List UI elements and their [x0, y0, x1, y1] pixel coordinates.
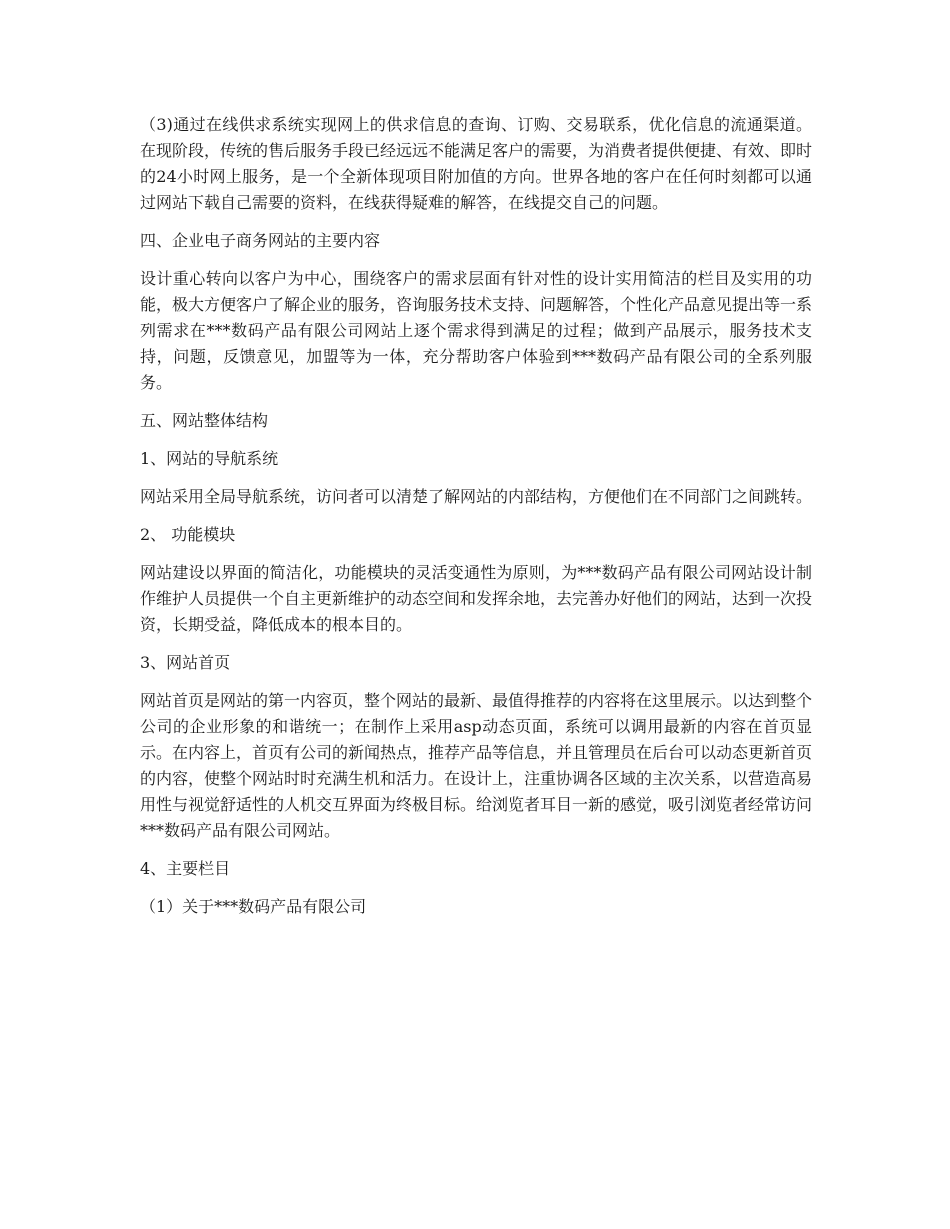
paragraph-homepage: 网站首页是网站的第一内容页，整个网站的最新、最值得推荐的内容将在这里展示。以达到整个公司的企业形象的和谐统一；在制作上采用asp动态页面，系统可以调用最新的内容在首页显示。在内容上，首页有公司的新闻热点，推荐产品等信息，并且管理员在后台可以动态更新首页的内容，使整个网站时时充满生机和活力。在设计上，注重协调各区域的主次关系，以营造高易用性与视觉舒适性的人机交互界面为终极目标。给浏览者耳目一新的感觉，吸引浏览者经常访问***数码产品有限公司网站。	[140, 691, 813, 840]
subheading-navigation: 1、网站的导航系统	[140, 449, 279, 468]
section-heading-4: 四、企业电子商务网站的主要内容	[140, 231, 381, 250]
subheading-main-sections: 4、主要栏目	[140, 859, 231, 878]
document-body	[140, 112, 812, 932]
section-heading-5: 五、网站整体结构	[140, 411, 269, 430]
subheading-modules: 2、 功能模块	[140, 525, 236, 544]
paragraph-modules: 网站建设以界面的简洁化，功能模块的灵活变通性为原则，为***数码产品有限公司网站设计制作维护人员提供一个自主更新维护的动态空间和发挥余地，去完善办好他们的网站，达到一次投资，长期受益，降低成本的根本目的。	[140, 563, 813, 634]
paragraph-main-content: 设计重心转向以客户为中心，围绕客户的需求层面有针对性的设计实用简洁的栏目及实用的功能，极大方便客户了解企业的服务，咨询服务技术支持、问题解答，个性化产品意见提出等一系列需求在***数码产品有限公司网站上逐个需求得到满足的过程；做到产品展示，服务技术支持，问题，反馈意见，加盟等为一体，充分帮助客户体验到***数码产品有限公司的全系列服务。	[140, 269, 813, 392]
paragraph-online-supply: （3)通过在线供求系统实现网上的供求信息的查询、订购、交易联系，优化信息的流通渠道。在现阶段，传统的售后服务手段已经远远不能满足客户的需要，为消费者提供便捷、有效、即时的24小时网上服务，是一个全新体现项目附加值的方向。世界各地的客户在任何时刻都可以通过网站下载自己需要的资料，在线获得疑难的解答，在线提交自己的问题。	[140, 115, 813, 212]
subheading-homepage: 3、网站首页	[140, 653, 231, 672]
paragraph-navigation: 网站采用全局导航系统，访问者可以清楚了解网站的内部结构，方便他们在不同部门之间跳转。	[140, 487, 813, 506]
list-item-about: （1）关于***数码产品有限公司	[140, 897, 367, 916]
